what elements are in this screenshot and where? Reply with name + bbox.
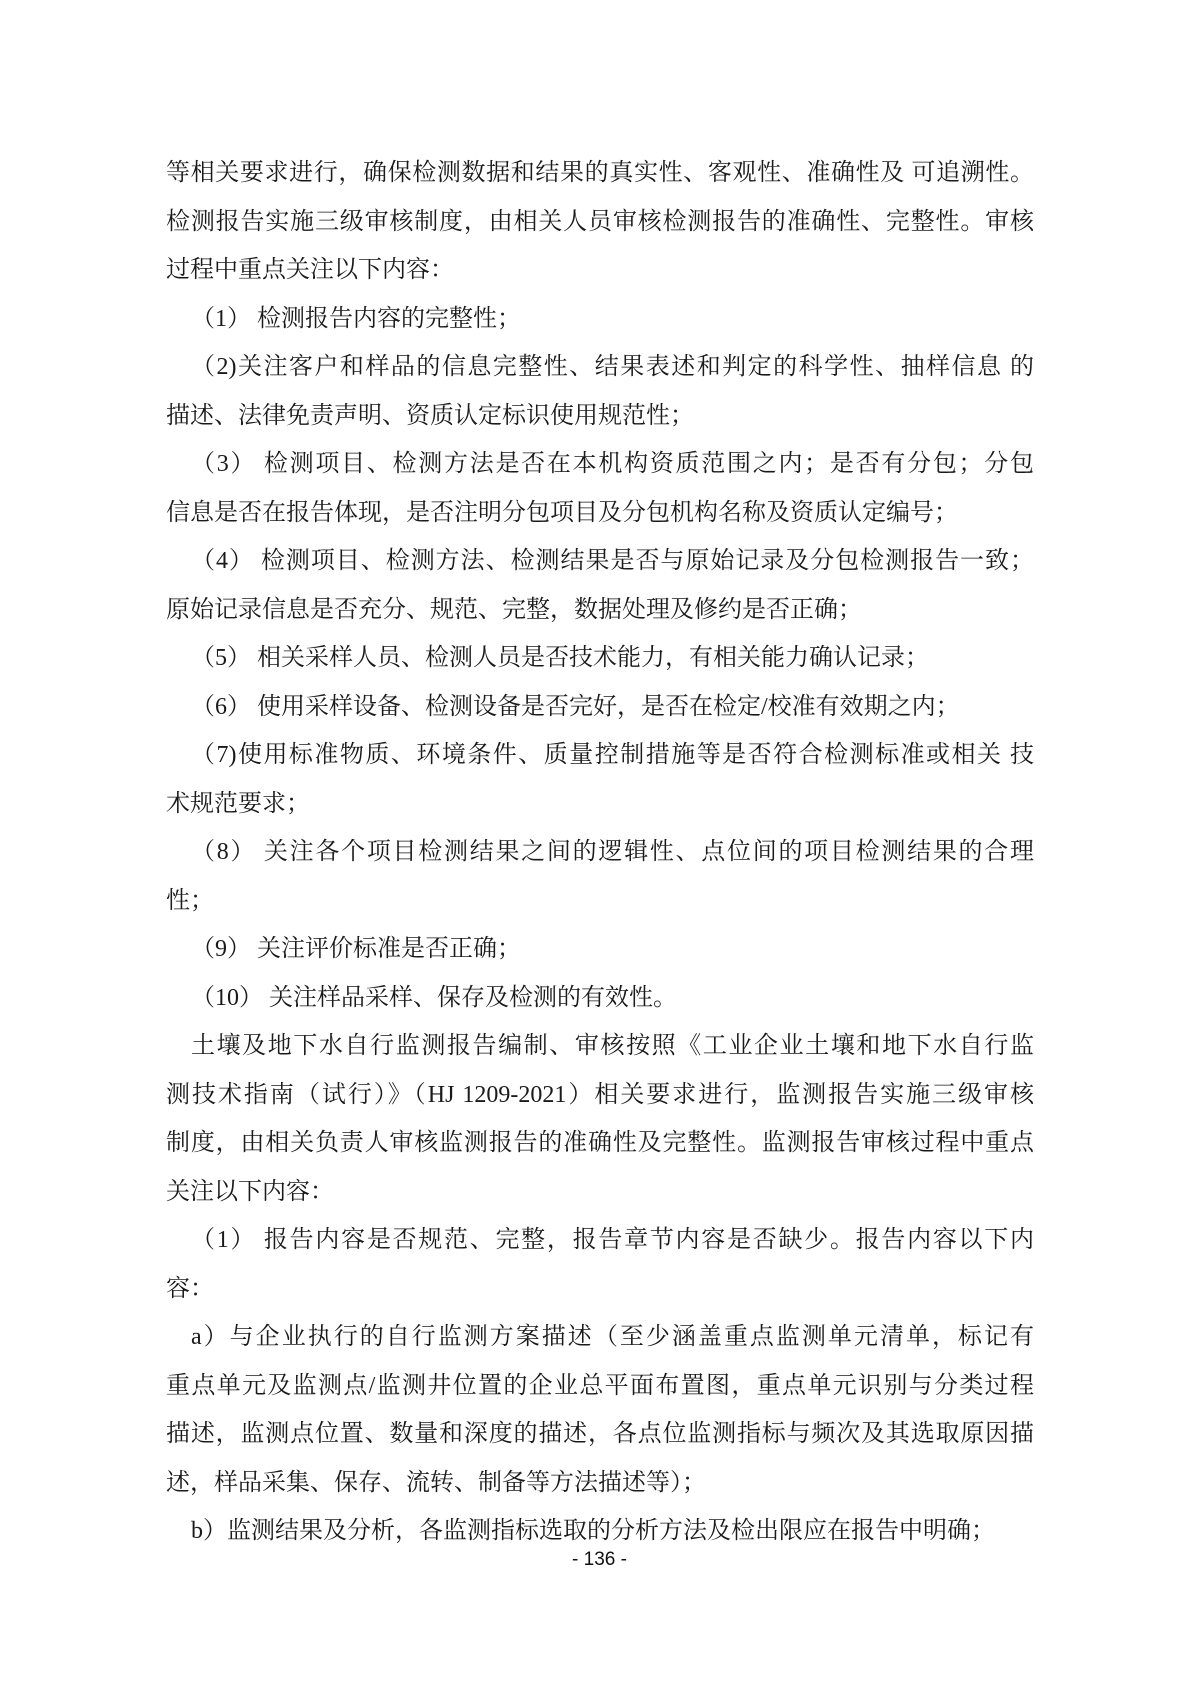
text-line: 描述、法律免责声明、资质认定标识使用规范性； [166, 402, 694, 429]
text-line: 土壤及地下水自行监测报告编制、审核按照《工业企业土壤和地下水自行监 [191, 1033, 1034, 1059]
text-line: 描述，监测点位置、数量和深度的描述，各点位监测指标与频次及其选取原因描 [166, 1421, 1034, 1447]
text-line: （8） 关注各个项目检测结果之间的逻辑性、点位间的项目检测结果的合理 [191, 839, 1034, 865]
text-line: （9） 关注评价标准是否正确； [191, 936, 521, 962]
text-line: 过程中重点关注以下内容： [166, 257, 454, 283]
text-line: （1） 检测报告内容的完整性； [191, 305, 521, 332]
text-line: （7)使用标准物质、环境条件、质量控制措施等是否符合检测标准或相关 技 [191, 742, 1034, 768]
text-line: 原始记录信息是否充分、规范、完整，数据处理及修约是否正确； [166, 596, 862, 623]
text-line: （2)关注客户和样品的信息完整性、结果表述和判定的科学性、抽样信息 的 [191, 354, 1034, 380]
text-line: （4） 检测项目、检测方法、检测结果是否与原始记录及分包检测报告一致； [191, 548, 1034, 574]
text-line: （1） 报告内容是否规范、完整，报告章节内容是否缺少。报告内容以下内 [191, 1227, 1034, 1253]
text-line: 等相关要求进行，确保检测数据和结果的真实性、客观性、准确性及 可追溯性。 [166, 160, 1034, 186]
text-line: 重点单元及监测点/监测井位置的企业总平面布置图，重点单元识别与分类过程 [166, 1372, 1034, 1399]
text-line: b）监测结果及分析，各监测指标选取的分析方法及检出限应在报告中明确； [191, 1518, 995, 1544]
text-line: 测技术指南（试行）》（HJ 1209-2021）相关要求进行，监测报告实施三级审核 [166, 1081, 1034, 1108]
text-line: 信息是否在报告体现，是否注明分包项目及分包机构名称及资质认定编号； [166, 499, 958, 526]
text-line: （6） 使用采样设备、检测设备是否完好，是否在检定/校准有效期之内； [191, 693, 960, 720]
text-line: （3） 检测项目、检测方法是否在本机构资质范围之内；是否有分包；分包 [191, 451, 1034, 477]
page-number: - 136 - [572, 1549, 627, 1570]
text-line: 述，样品采集、保存、流转、制备等方法描述等）； [166, 1469, 706, 1496]
text-line: 容： [166, 1275, 214, 1302]
text-line: 制度，由相关负责人审核监测报告的准确性及完整性。监测报告审核过程中重点 [166, 1130, 1034, 1156]
text-line: （10） 关注样品采样、保存及检测的有效性。 [191, 984, 677, 1011]
text-line: a）与企业执行的自行监测方案描述（至少涵盖重点监测单元清单，标记有 [191, 1324, 1034, 1350]
text-line: 关注以下内容： [166, 1178, 334, 1205]
text-line: （5） 相关采样人员、检测人员是否技术能力，有相关能力确认记录； [191, 645, 929, 671]
text-line: 性； [166, 887, 214, 914]
text-line: 检测报告实施三级审核制度，由相关人员审核检测报告的准确性、完整性。审核 [166, 208, 1034, 235]
document-body [166, 149, 1034, 1556]
text-line: 术规范要求； [166, 790, 310, 817]
